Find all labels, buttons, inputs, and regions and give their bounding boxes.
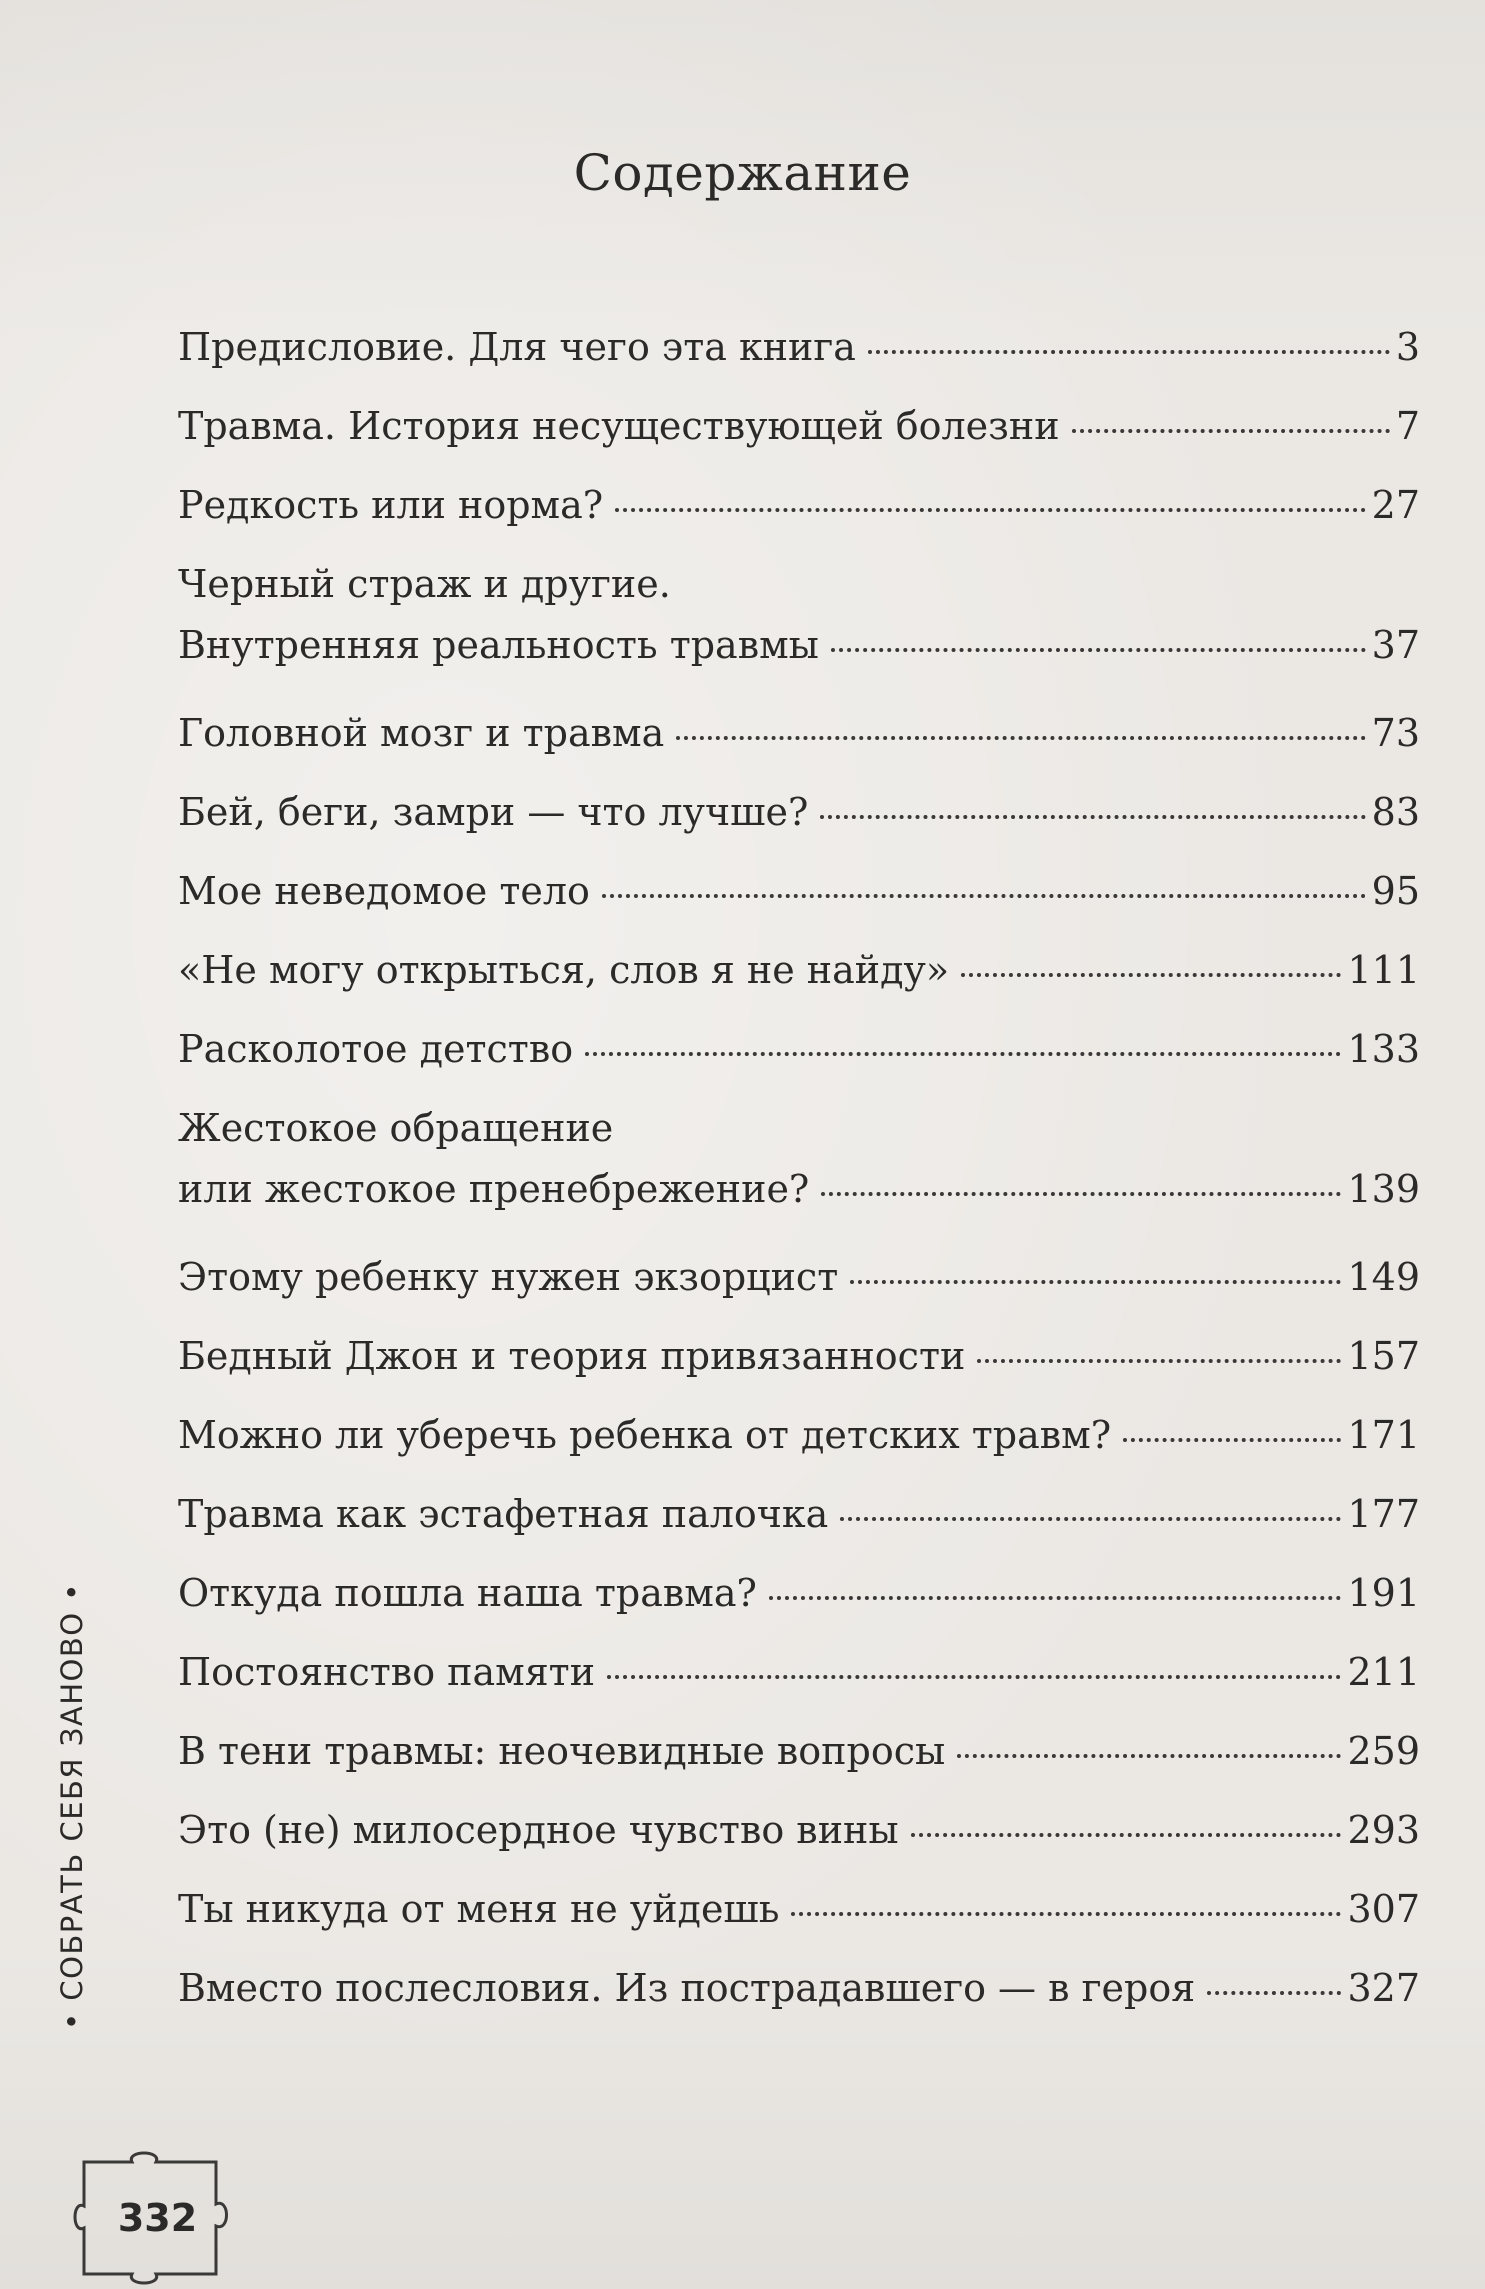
dot-leader	[791, 1912, 1341, 1916]
toc-entry	[178, 1949, 1420, 2028]
running-head-vertical: • СОБРАТЬ СЕБЯ ЗАНОВО •	[55, 1582, 89, 2030]
dot-leader	[831, 648, 1366, 652]
toc-entry-page: 3	[1395, 325, 1420, 369]
dot-leader	[957, 1754, 1341, 1758]
toc-entry	[178, 773, 1420, 852]
toc-entry-title: Редкость или норма?	[178, 483, 604, 527]
toc-entry-page: 149	[1347, 1255, 1420, 1299]
toc-entry-title: Ты никуда от меня не уйдешь	[178, 1887, 780, 1931]
dot-leader	[615, 508, 1365, 512]
toc-entry-page: 27	[1371, 483, 1420, 527]
toc-row	[178, 615, 1420, 675]
toc-entry	[178, 1633, 1420, 1712]
toc-entry-title: Бедный Джон и теория привязанности	[178, 1334, 966, 1378]
toc-row	[178, 773, 1420, 852]
toc-entry-page: 73	[1371, 711, 1420, 755]
toc-row	[178, 1475, 1420, 1554]
toc-entry	[178, 308, 1420, 387]
toc-entry	[178, 1010, 1420, 1089]
toc-row	[178, 1238, 1420, 1317]
dot-leader	[840, 1517, 1341, 1521]
toc-entry-page: 95	[1371, 869, 1420, 913]
toc-entry	[178, 1396, 1420, 1475]
toc-entry	[178, 694, 1420, 773]
toc-entry-title: Бей, беги, замри — что лучше?	[178, 790, 809, 834]
toc-row	[178, 1712, 1420, 1791]
dot-leader	[607, 1675, 1341, 1679]
toc-entry-title: Мое неведомое тело	[178, 869, 590, 913]
dot-leader	[585, 1052, 1341, 1056]
toc-row	[178, 387, 1420, 466]
toc-entry-title: «Не могу открыться, слов я не найду»	[178, 948, 950, 992]
toc-entry-page: 191	[1347, 1571, 1420, 1615]
toc-entry-page: 307	[1347, 1887, 1420, 1931]
dot-leader	[911, 1833, 1342, 1837]
toc-entry-title-line1: Жестокое обращение	[178, 1106, 614, 1150]
toc-entry-title: Головной мозг и травма	[178, 711, 665, 755]
toc-entry-page: 259	[1347, 1729, 1420, 1773]
dot-leader	[602, 894, 1366, 898]
toc-entry-page: 139	[1347, 1167, 1420, 1211]
toc-entry-title: Внутренняя реальность травмы	[178, 623, 819, 667]
dot-leader	[1072, 429, 1390, 433]
toc-entry-title: Можно ли уберечь ребенка от детских травм?	[178, 1413, 1112, 1457]
toc-row	[178, 1870, 1420, 1949]
toc-entry-title: Это (не) милосердное чувство вины	[178, 1808, 899, 1852]
toc-entry-page: 171	[1347, 1413, 1420, 1457]
toc-entry	[178, 466, 1420, 545]
table-of-contents	[178, 308, 1420, 2028]
toc-entry	[178, 1554, 1420, 1633]
toc-entry-title: Постоянство памяти	[178, 1650, 596, 1694]
toc-entry-page: 111	[1347, 948, 1420, 992]
toc-entry-title: Травма. История несуществующей болезни	[178, 404, 1060, 448]
toc-row	[178, 1159, 1420, 1219]
toc-entry-title: Откуда пошла наша травма?	[178, 1571, 757, 1615]
toc-entry	[178, 1317, 1420, 1396]
toc-entry-title-line1: Черный страж и другие.	[178, 562, 671, 606]
toc-entry	[178, 931, 1420, 1010]
toc-entry-page: 177	[1347, 1492, 1420, 1536]
dot-leader	[820, 815, 1365, 819]
toc-entry-title: Предисловие. Для чего эта книга	[178, 325, 856, 369]
toc-entry-page: 83	[1371, 790, 1420, 834]
toc-entry	[178, 852, 1420, 931]
toc-entry-title: Травма как эстафетная палочка	[178, 1492, 829, 1536]
dot-leader	[769, 1596, 1342, 1600]
toc-row	[178, 308, 1420, 387]
toc-entry-title: Расколотое детство	[178, 1027, 574, 1071]
toc-entry	[178, 1870, 1420, 1949]
dot-leader	[1207, 1991, 1341, 1995]
toc-entry-title: или жестокое пренебрежение?	[178, 1167, 810, 1211]
page-number: 332	[117, 2196, 198, 2240]
toc-row	[178, 1317, 1420, 1396]
toc-entry	[178, 553, 1420, 675]
toc-entry	[178, 1475, 1420, 1554]
toc-entry	[178, 1097, 1420, 1219]
toc-entry-title: Вместо послесловия. Из пострадавшего — в героя	[178, 1966, 1196, 2010]
toc-row	[178, 694, 1420, 773]
toc-entry-title: Этому ребенку нужен экзорцист	[178, 1255, 839, 1299]
dot-leader	[977, 1359, 1341, 1363]
toc-entry-page: 133	[1347, 1027, 1420, 1071]
dot-leader	[1123, 1438, 1341, 1442]
toc-entry	[178, 1791, 1420, 1870]
toc-entry	[178, 1238, 1420, 1317]
toc-entry-page: 7	[1395, 404, 1420, 448]
dot-leader	[961, 973, 1341, 977]
toc-row	[178, 1633, 1420, 1712]
toc-entry-page: 293	[1347, 1808, 1420, 1852]
toc-entry-page: 37	[1371, 623, 1420, 667]
toc-entry-title: В тени травмы: неочевидные вопросы	[178, 1729, 946, 1773]
page-title: Содержание	[573, 144, 912, 202]
toc-entry-page: 157	[1347, 1334, 1420, 1378]
toc-row	[178, 1010, 1420, 1089]
toc-row	[178, 931, 1420, 1010]
toc-row	[178, 1949, 1420, 2028]
toc-row	[178, 466, 1420, 545]
toc-row	[178, 852, 1420, 931]
dot-leader	[821, 1192, 1341, 1196]
toc-entry-page: 327	[1347, 1966, 1420, 2010]
toc-row	[178, 1554, 1420, 1633]
dot-leader	[868, 350, 1390, 354]
toc-entry	[178, 1712, 1420, 1791]
toc-entry-page: 211	[1347, 1650, 1420, 1694]
dot-leader	[676, 736, 1365, 740]
toc-row	[178, 1791, 1420, 1870]
toc-entry	[178, 387, 1420, 466]
toc-row	[178, 1396, 1420, 1475]
dot-leader	[850, 1280, 1341, 1284]
